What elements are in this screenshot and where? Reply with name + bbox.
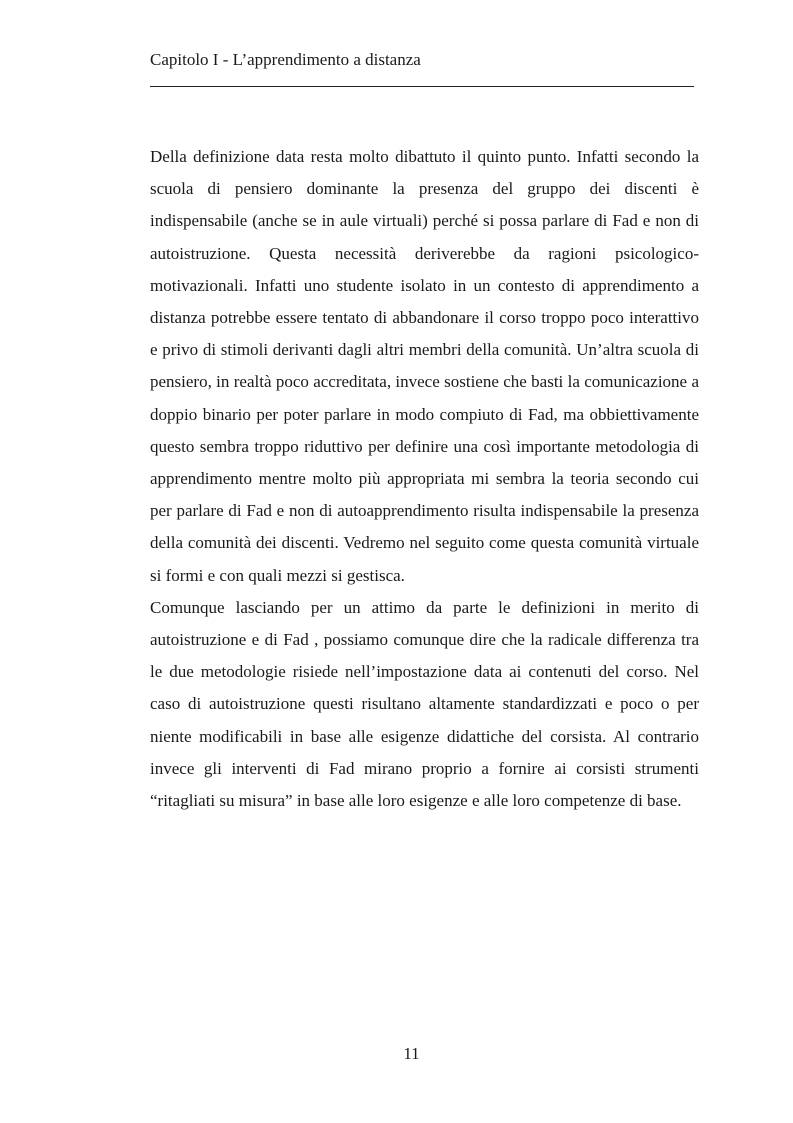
paragraph: Della definizione data resta molto dibattuto il quinto punto. Infatti secondo la scuola di pensiero dominante la presenza del gruppo dei discenti è indispensabile (anche se in aule virtuali) perché si possa parlare di Fad e non di autoistruzione. Questa necessità deriverebbe da ragioni psicologico-motivazionali. Infatti uno studente isolato in un contesto di apprendimento a distanza potrebbe essere tentato di abbandonare il corso troppo poco interattivo e privo di stimoli derivanti dagli altri membri della comunità. Un’altra scuola di pensiero, in realtà poco accreditata, invece sostiene che basti la comunicazione a doppio binario per poter parlare in modo compiuto di Fad, ma obbiettivamente questo sembra troppo riduttivo per definire una così importante metodologia di apprendimento mentre molto più appropriata mi sembra la teoria secondo cui per parlare di Fad e non di autoapprendimento risulta indispensabile la presenza della comunità dei discenti. Vedremo nel seguito come questa comunità virtuale si formi e con quali mezzi si gestisca.	[150, 147, 699, 585]
running-header: Capitolo I - L’apprendimento a distanza	[150, 50, 421, 69]
page-number: 11	[403, 1044, 420, 1063]
paragraph: Comunque lasciando per un attimo da parte le definizioni in merito di autoistruzione e di Fad , possiamo comunque dire che la radicale differenza tra le due metodologie risiede nell’impostazione data ai contenuti del corso. Nel caso di autoistruzione questi risultano altamente standardizzati e poco o per niente modificabili in base alle esigenze didattiche del corsista. Al contrario invece gli interventi di Fad mirano proprio a fornire ai corsisti strumenti “ritagliati su misura” in base alle loro esigenze e alle loro competenze di base.	[150, 597, 699, 811]
header-rule	[150, 86, 694, 87]
body-text	[150, 141, 699, 817]
